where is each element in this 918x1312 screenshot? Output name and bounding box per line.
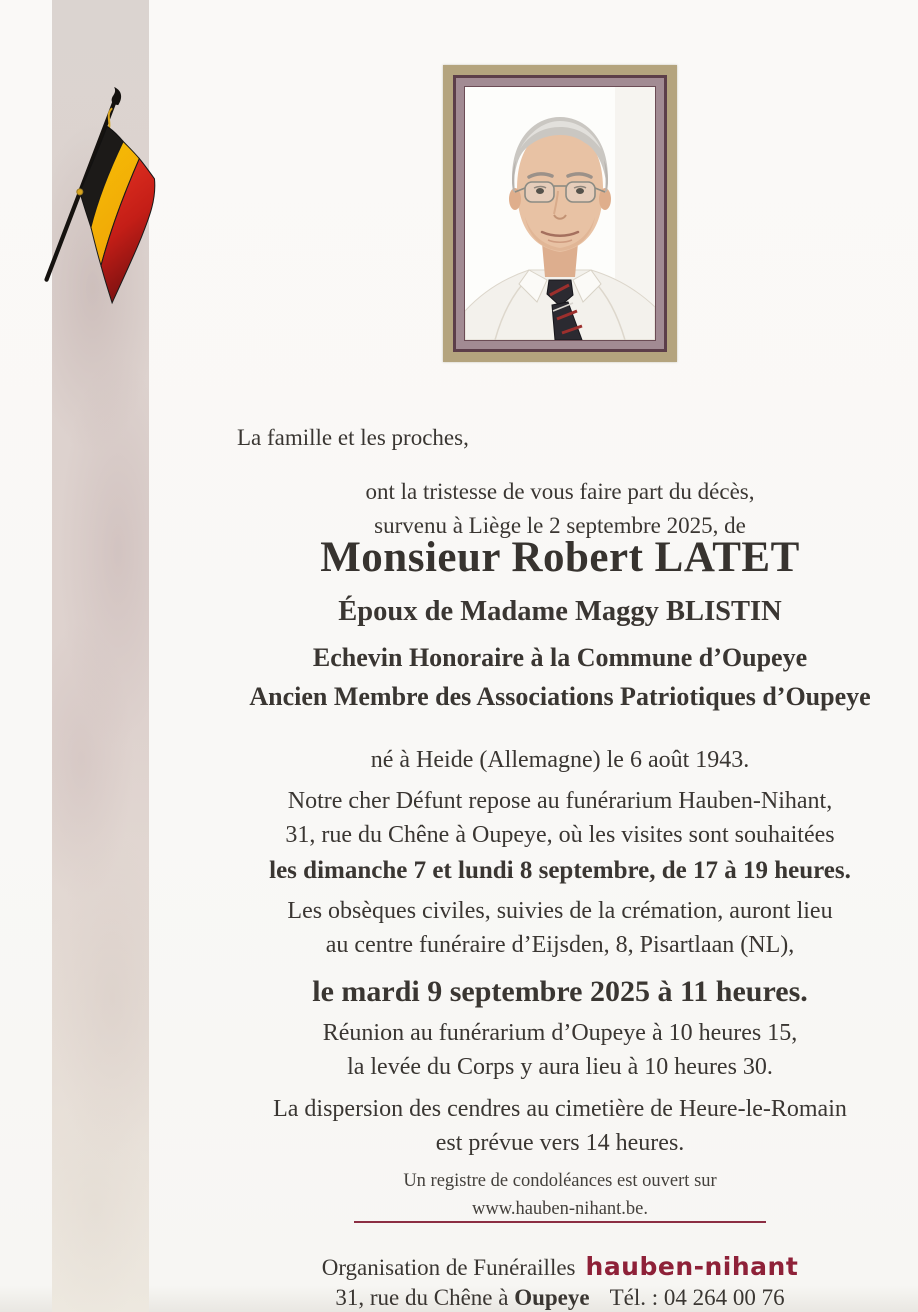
footer-divider — [354, 1221, 766, 1223]
intro-sad-line: ont la tristesse de vous faire part du décès, — [365, 479, 755, 504]
deceased-name: Monsieur Robert LATET — [320, 534, 800, 581]
intro-place-line: survenu à Liège le 2 septembre 2025, de — [374, 513, 746, 538]
spouse-line: Époux de Madame Maggy BLISTIN — [338, 596, 782, 627]
belgian-flag-svg — [34, 86, 166, 318]
funeral-date-line: le mardi 9 septembre 2025 à 11 heures. — [312, 975, 808, 1008]
honor-line-1: Echevin Honoraire à la Commune d’Oupeye — [312, 643, 808, 672]
repose-line-2: 31, rue du Chêne à Oupeye, où les visites sont souhaitées — [285, 822, 835, 848]
footer-address-line — [202, 1284, 918, 1312]
funeral-line-1: Les obsèques civiles, suivies de la crémation, auront lieu — [287, 898, 833, 924]
ashes-line-2: est prévue vers 14 heures. — [435, 1130, 685, 1156]
organisation-label: Organisation de Funérailles — [321, 1255, 576, 1280]
footer-organisation-line — [202, 1252, 918, 1282]
register-website: www.hauben-nihant.be. — [471, 1198, 649, 1219]
ashes-line-1: La dispersion des cendres au cimetière de Heure-le-Romain — [273, 1096, 847, 1122]
intro-family-line: La famille et les proches, — [237, 425, 469, 450]
meeting-line-1: Réunion au funérarium d’Oupeye à 10 heures 15, — [322, 1020, 798, 1046]
repose-line-1: Notre cher Défunt repose au funérarium Hauben-Nihant, — [287, 788, 833, 814]
funeral-home-logo: hauben-nihant — [585, 1252, 799, 1281]
belgian-flag-icon — [34, 86, 166, 318]
phone-number: Tél. : 04 264 00 76 — [609, 1285, 785, 1310]
announcement-text — [202, 0, 918, 1312]
birth-line: né à Heide (Allemagne) le 6 août 1943. — [370, 747, 750, 773]
address-city: Oupeye — [514, 1285, 590, 1310]
meeting-line-2: la levée du Corps y aura lieu à 10 heures 30. — [347, 1054, 773, 1080]
address-prefix: 31, rue du Chêne à — [335, 1285, 515, 1310]
register-line-1: Un registre de condoléances est ouvert sur — [403, 1170, 717, 1191]
visits-line: les dimanche 7 et lundi 8 septembre, de 17 à 19 heures. — [269, 857, 851, 884]
honor-line-2: Ancien Membre des Associations Patriotiques d’Oupeye — [249, 682, 871, 711]
funeral-line-2: au centre funéraire d’Eijsden, 8, Pisartlaan (NL), — [325, 932, 795, 958]
